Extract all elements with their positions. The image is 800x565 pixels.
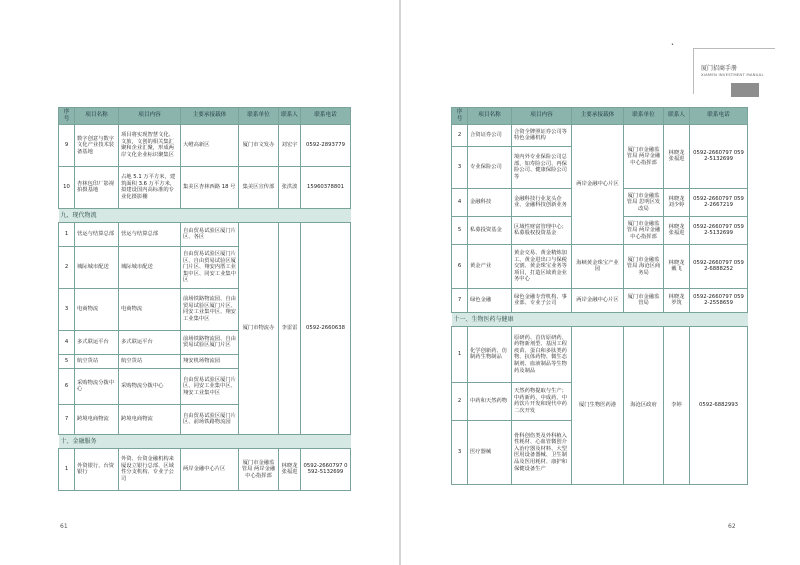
cell-contact: 张洪波 bbox=[279, 166, 301, 208]
cell-carrier: 前场铁路物流园、自由贸易试验区厦门片区 bbox=[181, 330, 239, 354]
section-row bbox=[452, 312, 748, 326]
brand-dot: • bbox=[671, 42, 674, 48]
table-header bbox=[59, 108, 351, 125]
cell-phone: 0592-2660797 0592-2558659 bbox=[690, 288, 748, 312]
cell-content: 境内外专业保险公司总部，如寿险公司、再保险公司、健康保险公司等 bbox=[512, 146, 572, 188]
col-phone: 联系电话 bbox=[690, 108, 748, 125]
cell-name: 跨境电商物流 bbox=[75, 404, 119, 434]
cell-name: 医疗器械 bbox=[468, 420, 512, 484]
cell-name: 专业保险公司 bbox=[468, 146, 512, 188]
cell-name: 私募投资基金 bbox=[468, 216, 512, 244]
cell-contact: 林晓龙 张福进 bbox=[664, 124, 690, 188]
cell-name: 城际城市配送 bbox=[75, 246, 119, 288]
cell-carrier: 大嶝高新区 bbox=[181, 124, 239, 166]
cell-contact: 李雷雷 bbox=[279, 222, 301, 434]
table-row bbox=[452, 244, 748, 288]
table-row bbox=[59, 166, 351, 208]
cell-contact: 李婷 bbox=[664, 326, 690, 484]
cell-name: 采购物流分拨中心 bbox=[75, 368, 119, 404]
cell-name: 外资银行、台资银行 bbox=[75, 448, 119, 490]
section-title: 十、金融服务 bbox=[59, 434, 351, 448]
cell-no: 5 bbox=[452, 216, 468, 244]
cell-contact: 林晓龙 罗筑 bbox=[664, 288, 690, 312]
cell-contact: 刘宏宇 bbox=[279, 124, 301, 166]
table-row bbox=[452, 124, 748, 146]
cell-no: 3 bbox=[452, 420, 468, 484]
table-row bbox=[59, 222, 351, 246]
col-contact: 联系人 bbox=[664, 108, 690, 125]
cell-no: 9 bbox=[59, 124, 75, 166]
cell-content: 区域性财富管理中心；私募股权投资基金 bbox=[512, 216, 572, 244]
table-row bbox=[59, 124, 351, 166]
col-unit: 联系单位 bbox=[239, 108, 279, 125]
cell-content: 项目将实现智慧文化、文旅，文创的相关集汇聚和企业汇聚，形成两岸文化企业标识聚集区 bbox=[119, 124, 181, 166]
cell-unit: 厦门市金融监管局 两岸金融中心指挥部 bbox=[624, 124, 664, 188]
cell-name: 营运与结算总部 bbox=[75, 222, 119, 246]
col-no: 序号 bbox=[59, 108, 75, 125]
cell-content: 营运与结算总部 bbox=[119, 222, 181, 246]
cell-name: 中药和天然药物 bbox=[468, 382, 512, 420]
cell-no: 4 bbox=[452, 188, 468, 216]
cell-phone: 0592-2660797 0592-5132699 bbox=[690, 216, 748, 244]
brand-title: 厦门招商手册 bbox=[701, 65, 738, 72]
cell-no: 1 bbox=[452, 326, 468, 382]
section-title: 九、现代物流 bbox=[59, 208, 351, 222]
cell-name: 合资证券公司 bbox=[468, 124, 512, 146]
col-name: 项目名称 bbox=[468, 108, 512, 125]
cell-name: 航空货站 bbox=[75, 354, 119, 368]
cell-carrier: 两岸金融中心片区 bbox=[572, 124, 624, 244]
cell-carrier: 翔安机场物流园 bbox=[181, 354, 239, 368]
cell-no: 3 bbox=[59, 288, 75, 330]
col-content: 项目内容 bbox=[119, 108, 181, 125]
cell-no: 2 bbox=[452, 124, 468, 146]
cell-unit: 厦门市文发办 bbox=[239, 124, 279, 166]
cell-content: 骨科创伤类及外科植入性耗材、心血管微创介入治疗器及材料、大型医用设备器械、卫生制品及医用耗材、康护和保健设备生产 bbox=[512, 420, 572, 484]
col-content: 项目内容 bbox=[512, 108, 572, 125]
cell-carrier: 集美区杏林西路 18 号 bbox=[181, 166, 239, 208]
cell-carrier: 自由贸易试验区厦门片区、各区 bbox=[181, 222, 239, 246]
cell-name: 化学创新药、仿制药生物制品 bbox=[468, 326, 512, 382]
section-row bbox=[59, 434, 351, 448]
cell-content: 金融科技行业龙头企业、金融科技创新业务 bbox=[512, 188, 572, 216]
cell-unit: 厦门市金融监管局 两岸金融中心指挥部 bbox=[624, 216, 664, 244]
cell-carrier: 自由贸易试验区厦门片区、前场铁路物流园 bbox=[181, 404, 239, 434]
cell-content: 合资全牌照证券公司等特色金融机构 bbox=[512, 124, 572, 146]
cell-no: 2 bbox=[452, 382, 468, 420]
cell-contact: 林晓龙 刘少婷 bbox=[664, 188, 690, 216]
cell-phone: 0592-6882993 bbox=[690, 326, 748, 484]
cell-no: 1 bbox=[59, 222, 75, 246]
cell-content: 原研药、首仿原研药、药物新剂型、基因工程疫苗、蛋白和多肽类药物、抗体药物、微生态制剂、血液制品等生物药及制品 bbox=[512, 326, 572, 382]
cell-contact: 林晓龙 戴飞 bbox=[664, 244, 690, 288]
cell-carrier: 自由贸易试验区厦门片区、自由贸易试验区厦门片区、翔安内厝工业集中区、同安工业集中区 bbox=[181, 246, 239, 288]
cell-phone: 0592-2893779 bbox=[301, 124, 351, 166]
cell-unit: 厦门市物流办 bbox=[239, 222, 279, 434]
cell-name: 杏林包印厂影视拍摄基地 bbox=[75, 166, 119, 208]
cell-unit: 厦门市金融监管局 海沧区商务局 bbox=[624, 244, 664, 288]
cell-carrier: 自由贸易试验区厦门片区、同安工业集中区、翔安工业集中区 bbox=[181, 368, 239, 404]
cell-unit: 海沧区政府 bbox=[624, 326, 664, 484]
cell-carrier: 厦门生物医药港 bbox=[572, 326, 624, 484]
table-header bbox=[452, 108, 748, 125]
cell-no: 2 bbox=[59, 246, 75, 288]
cell-no: 3 bbox=[452, 146, 468, 188]
cell-no: 5 bbox=[59, 354, 75, 368]
cell-carrier: 前场铁路物流园、自由贸易试验区厦门片区、同安工业集中区、翔安工业集中区 bbox=[181, 288, 239, 330]
cell-content: 采购物流分拨中心 bbox=[119, 368, 181, 404]
cell-no: 6 bbox=[59, 368, 75, 404]
table-row bbox=[452, 326, 748, 382]
cell-no: 7 bbox=[452, 288, 468, 312]
cell-contact: 林晓龙 张福进 bbox=[279, 448, 301, 490]
section-title: 十一、生物医药与健康 bbox=[452, 312, 748, 326]
cell-phone: 15960378801 bbox=[301, 166, 351, 208]
col-no: 序号 bbox=[452, 108, 468, 125]
cell-name: 绿色金融 bbox=[468, 288, 512, 312]
section-row bbox=[59, 208, 351, 222]
cell-carrier: 海峡黄金珠宝产业园 bbox=[572, 244, 624, 288]
col-unit: 联系单位 bbox=[624, 108, 664, 125]
cell-content: 电商物流 bbox=[119, 288, 181, 330]
table-row bbox=[59, 448, 351, 490]
cell-unit: 厦门市金融监管局 思明区发改局 bbox=[624, 188, 664, 216]
cell-phone: 0592-2660797 0592-2667219 bbox=[690, 188, 748, 216]
col-phone: 联系电话 bbox=[301, 108, 351, 125]
right-table bbox=[451, 107, 748, 485]
left-table bbox=[58, 107, 351, 491]
right-page bbox=[401, 0, 800, 565]
cell-content: 多式联运平台 bbox=[119, 330, 181, 354]
cell-unit: 厦门市金融监管局 两岸金融中心指挥部 bbox=[239, 448, 279, 490]
col-carrier: 主要承接载体 bbox=[181, 108, 239, 125]
col-contact: 联系人 bbox=[279, 108, 301, 125]
cell-carrier: 两岸金融中心片区 bbox=[572, 288, 624, 312]
cell-carrier: 两岸金融中心片区 bbox=[181, 448, 239, 490]
left-page bbox=[0, 0, 399, 565]
cell-name: 黄金产业 bbox=[468, 244, 512, 288]
cell-unit: 集美区宣传部 bbox=[239, 166, 279, 208]
cell-content: 绿色金融专营机构、事业部、专业子公司 bbox=[512, 288, 572, 312]
cell-phone: 0592-2660797 0592-5132699 bbox=[690, 124, 748, 188]
col-name: 项目名称 bbox=[75, 108, 119, 125]
col-carrier: 主要承接载体 bbox=[572, 108, 624, 125]
cell-no: 4 bbox=[59, 330, 75, 354]
cell-no: 10 bbox=[59, 166, 75, 208]
cell-phone: 0592-2660797 0592-5132699 bbox=[301, 448, 351, 490]
cell-unit: 厦门市金融监管局 bbox=[624, 288, 664, 312]
page-number: 62 bbox=[728, 523, 736, 530]
brand-block bbox=[731, 83, 759, 97]
cell-content: 跨境电商物流 bbox=[119, 404, 181, 434]
cell-content: 占地 5.1 万平方米，建筑面积 3.6 万平方米，拟建设国内高标准的专业化摄影棚 bbox=[119, 166, 181, 208]
cell-name: 电商物流 bbox=[75, 288, 119, 330]
cell-name: 金融科技 bbox=[468, 188, 512, 216]
cell-no: 6 bbox=[452, 244, 468, 288]
cell-no: 1 bbox=[59, 448, 75, 490]
cell-content: 黄金交易、黄金精炼加工、黄金进出口与保税交割、黄金珠宝业务等项目，打造区域黄金业务中心 bbox=[512, 244, 572, 288]
cell-content: 外资、台资金融机构来厦设立银行总部、区域性分支机构、专业子公司 bbox=[119, 448, 181, 490]
page-number: 61 bbox=[60, 523, 68, 530]
brand-subtitle: XIAMEN INVESTMENT MANUAL bbox=[701, 72, 764, 77]
cell-name: 数字创意与数字文化产业技术装备基地 bbox=[75, 124, 119, 166]
cell-name: 多式联运平台 bbox=[75, 330, 119, 354]
cell-content: 航空货站 bbox=[119, 354, 181, 368]
table-row bbox=[452, 288, 748, 312]
cell-content: 城际城市配送 bbox=[119, 246, 181, 288]
cell-content: 天然药物提取与生产；中药新药、中成药、中药饮片开发和现代中药二次开发 bbox=[512, 382, 572, 420]
cell-phone: 0592-2660638 bbox=[301, 222, 351, 434]
cell-contact: 林晓龙 张福进 bbox=[664, 216, 690, 244]
cell-phone: 0592-2660797 0592-6888252 bbox=[690, 244, 748, 288]
cell-no: 7 bbox=[59, 404, 75, 434]
